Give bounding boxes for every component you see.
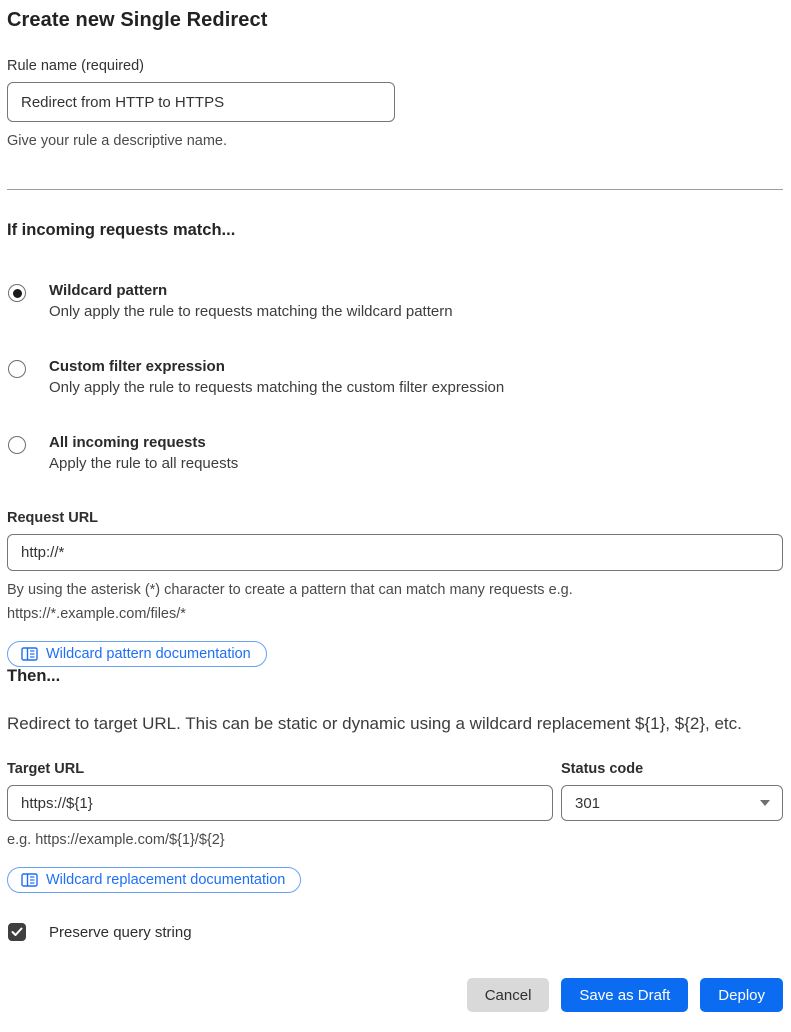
preserve-query-label[interactable]: Preserve query string <box>49 923 192 941</box>
match-section-heading: If incoming requests match... <box>7 221 236 239</box>
radio-option-wildcard-pattern[interactable] <box>7 282 783 320</box>
book-icon <box>21 647 38 661</box>
deploy-button[interactable]: Deploy <box>700 978 783 1012</box>
radio-description: Only apply the rule to requests matching the custom filter expression <box>49 379 505 396</box>
request-url-label: Request URL <box>7 510 99 526</box>
request-url-input[interactable] <box>7 534 783 571</box>
request-url-section <box>7 510 783 667</box>
then-description: Redirect to target URL. This can be static or dynamic using a wildcard replacement ${1}, ${2}, etc. <box>7 714 742 733</box>
request-url-help-line2: https://*.example.com/files/* <box>7 606 186 622</box>
preserve-query-row[interactable] <box>8 923 783 941</box>
checkmark-icon <box>11 927 23 937</box>
then-section-heading: Then... <box>7 667 61 685</box>
radio-label[interactable]: Wildcard pattern <box>49 282 168 299</box>
status-code-value: 301 <box>575 794 601 812</box>
radio-option-custom-filter[interactable] <box>7 358 783 396</box>
radio-label[interactable]: All incoming requests <box>49 434 206 451</box>
target-url-input[interactable] <box>7 785 553 821</box>
rule-name-input[interactable] <box>7 82 395 122</box>
rule-name-section <box>7 58 783 153</box>
radio-button[interactable] <box>8 284 26 302</box>
target-url-label: Target URL <box>7 761 85 777</box>
preserve-query-checkbox[interactable] <box>8 923 26 941</box>
form-footer <box>7 978 783 1021</box>
wildcard-pattern-docs-button[interactable] <box>7 641 267 667</box>
cancel-button[interactable]: Cancel <box>467 978 550 1012</box>
target-url-help: e.g. https://example.com/${1}/${2} <box>7 832 225 848</box>
target-status-row <box>7 761 783 821</box>
radio-option-all-requests[interactable] <box>7 434 783 472</box>
radio-description: Apply the rule to all requests <box>49 455 239 472</box>
doc-button-label: Wildcard pattern documentation <box>46 646 251 662</box>
rule-name-label: Rule name (required) <box>7 58 145 74</box>
status-code-label: Status code <box>561 761 644 777</box>
rule-name-help: Give your rule a descriptive name. <box>7 133 228 149</box>
book-icon <box>21 873 38 887</box>
section-divider <box>7 189 783 190</box>
wildcard-replacement-docs-button[interactable] <box>7 867 301 893</box>
status-code-select[interactable] <box>561 785 783 821</box>
chevron-down-icon <box>760 800 770 806</box>
save-as-draft-button[interactable]: Save as Draft <box>561 978 688 1012</box>
create-single-redirect-form <box>7 9 783 1021</box>
radio-description: Only apply the rule to requests matching the wildcard pattern <box>49 303 453 320</box>
page-title: Create new Single Redirect <box>7 9 268 31</box>
doc-button-label: Wildcard replacement documentation <box>46 872 286 888</box>
radio-button[interactable] <box>8 360 26 378</box>
request-url-help-line1: By using the asterisk (*) character to create a pattern that can match many requests e.g. <box>7 582 573 598</box>
radio-button[interactable] <box>8 436 26 454</box>
radio-label[interactable]: Custom filter expression <box>49 358 225 375</box>
